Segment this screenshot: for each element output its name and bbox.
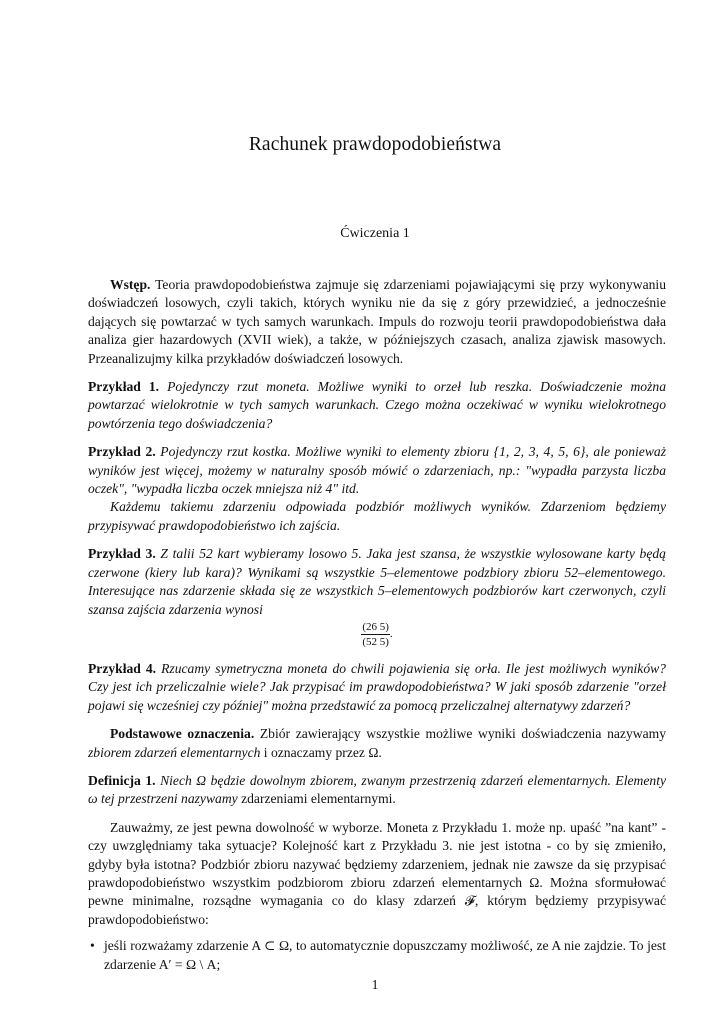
requirements-list: [88, 937, 666, 974]
example-1: [88, 378, 666, 433]
fraction-bar: [361, 634, 390, 635]
example-2-label: Przykład 2.: [88, 444, 156, 460]
example-3-label: Przykład 3.: [88, 546, 156, 562]
definition-1-text-b: .: [392, 791, 396, 807]
example-3: [88, 545, 666, 619]
notation-text-b: i oznaczamy przez Ω.: [260, 744, 382, 760]
list-item-text: jeśli rozważamy zdarzenie A ⊂ Ω, to automatycznie dopuszczamy możliwość, ze A nie zajdzie. To jest zdarzenie A′ = Ω \ A;: [104, 938, 666, 972]
example-2-continuation: Każdemu takiemu zdarzeniu odpowiada podzbiór możliwych wyników. Zdarzeniom będziemy przypisywać prawdopodobieństwo ich zajścia.: [88, 499, 666, 533]
example-2-text: Pojedynczy rzut kostka. Możliwe wyniki to elementy zbioru {1, 2, 3, 4, 5, 6}, ale ponieważ wyników jest więcej, możemy w naturalny sposób mówić o zdarzeniach, np.: "wypadła parzysta liczba oczek", "wypadła liczba oczek mniejsza niż 4" itd.: [88, 444, 666, 497]
example-1-text: Pojedynczy rzut moneta. Możliwe wyniki to orzeł lub reszka. Doświadczenie można powtarzać wielokrotnie w tych samych warunkach. Czego można oczekiwać w wyniku wielokrotnego powtórzenia tego doświadczenia?: [88, 379, 666, 431]
example-2: [88, 443, 666, 498]
intro-label: Wstęp.: [110, 277, 151, 292]
definition-1-term: zdarzeniami elementarnymi: [241, 791, 393, 807]
page-number: 1: [371, 977, 379, 992]
list-item: [88, 937, 666, 974]
intro-text: Teoria prawdopodobieństwa zajmuje się zdarzeniami pojawiającymi się przy wykonywaniu doświadczeń losowych, czyli takich, których wyniku nie da się z góry przewidzieć, a jednocześnie dających się powtarzać w tych samych warunkach. Impuls do rozwoju teorii prawdopodobieństwa dała analiza gier hazardowych (XVII wiek), a także, w późniejszych czasach, analiza zjawisk masowych. Przeanalizujmy kilka przykładów doświadczeń losowych.: [88, 277, 666, 366]
example-1-label: Przykład 1.: [88, 379, 160, 395]
document-title: Rachunek prawdopodobieństwa: [248, 134, 502, 155]
denominator-binomial: (52 5): [362, 635, 389, 648]
document-subtitle: Ćwiczenia 1: [340, 226, 410, 241]
intro-paragraph: [88, 276, 666, 368]
definition-1-text-a: Niech Ω będzie dowolnym zbiorem, zwanym przestrzenią zdarzeń elementarnych. Elementy ω tej przestrzeni nazywamy: [88, 772, 666, 807]
notation-text-a: Zbiór zawierający wszystkie możliwe wyniki doświadczenia nazywamy: [254, 726, 666, 742]
document-body: [88, 276, 666, 974]
remark-paragraph: Zauważmy, ze jest pewna dowolność w wyborze. Moneta z Przykładu 1. może np. upaść ”na kant” - czy uwzględniamy taka sytuacje? Kolejność kart z Przykładu 3. nie jest istotna - co by się zmieniło, gdyby była istotna? Podzbiór zbioru nazywać będziemy zdarzeniem, jednak nie zawsze da się przypisać prawdopodobieństwo wszystkim podzbiorom zbioru zdarzeń elementarnych Ω. Można sformułować pewne minimalne, rozsądne wymagania co do klasy zdarzeń 𝓕, którym będziemy przypisywać prawdopodobieństwo:: [88, 819, 666, 927]
notation-emphasis: zbiorem zdarzeń elementarnych: [88, 744, 261, 760]
example-4-label: Przykład 4.: [88, 660, 157, 676]
notation-label: Podstawowe oznaczenia.: [110, 726, 255, 742]
probability-formula: [88, 621, 666, 648]
formula-period: .: [389, 627, 393, 640]
example-3-text: Z talii 52 kart wybieramy losowo 5. Jaka jest szansa, że wszystkie wylosowane karty będą czerwone (kiery lub kara)? Wynikami są wszystkie 5–elementowe podzbiory zbioru 52–elementowego. Interesujące nas zdarzenie składa się ze wszystkich 5–elementowych podzbiorów kart czerwonych, czyli szansa zajścia zdarzenia wynosi: [88, 546, 666, 617]
definition-1: [88, 772, 666, 809]
binomial-fraction: [361, 621, 390, 648]
example-4-text: Rzucamy symetryczna moneta do chwili pojawienia się orła. Ile jest możliwych wyników? Czy jest ich przeliczalnie wiele? Jak przypisać im prawdopodobieństwa? W jaki sposób zdarzenie "orzeł pojawi się wcześniej czy później" można przedstawić za pomocą przeliczalnej alternatywy zdarzeń?: [88, 660, 666, 713]
numerator-binomial: (26 5): [362, 620, 389, 633]
definition-1-label: Definicja 1.: [88, 772, 156, 788]
notation-paragraph: [88, 725, 666, 762]
example-4: [88, 660, 666, 715]
bullet-icon: •: [90, 938, 95, 954]
